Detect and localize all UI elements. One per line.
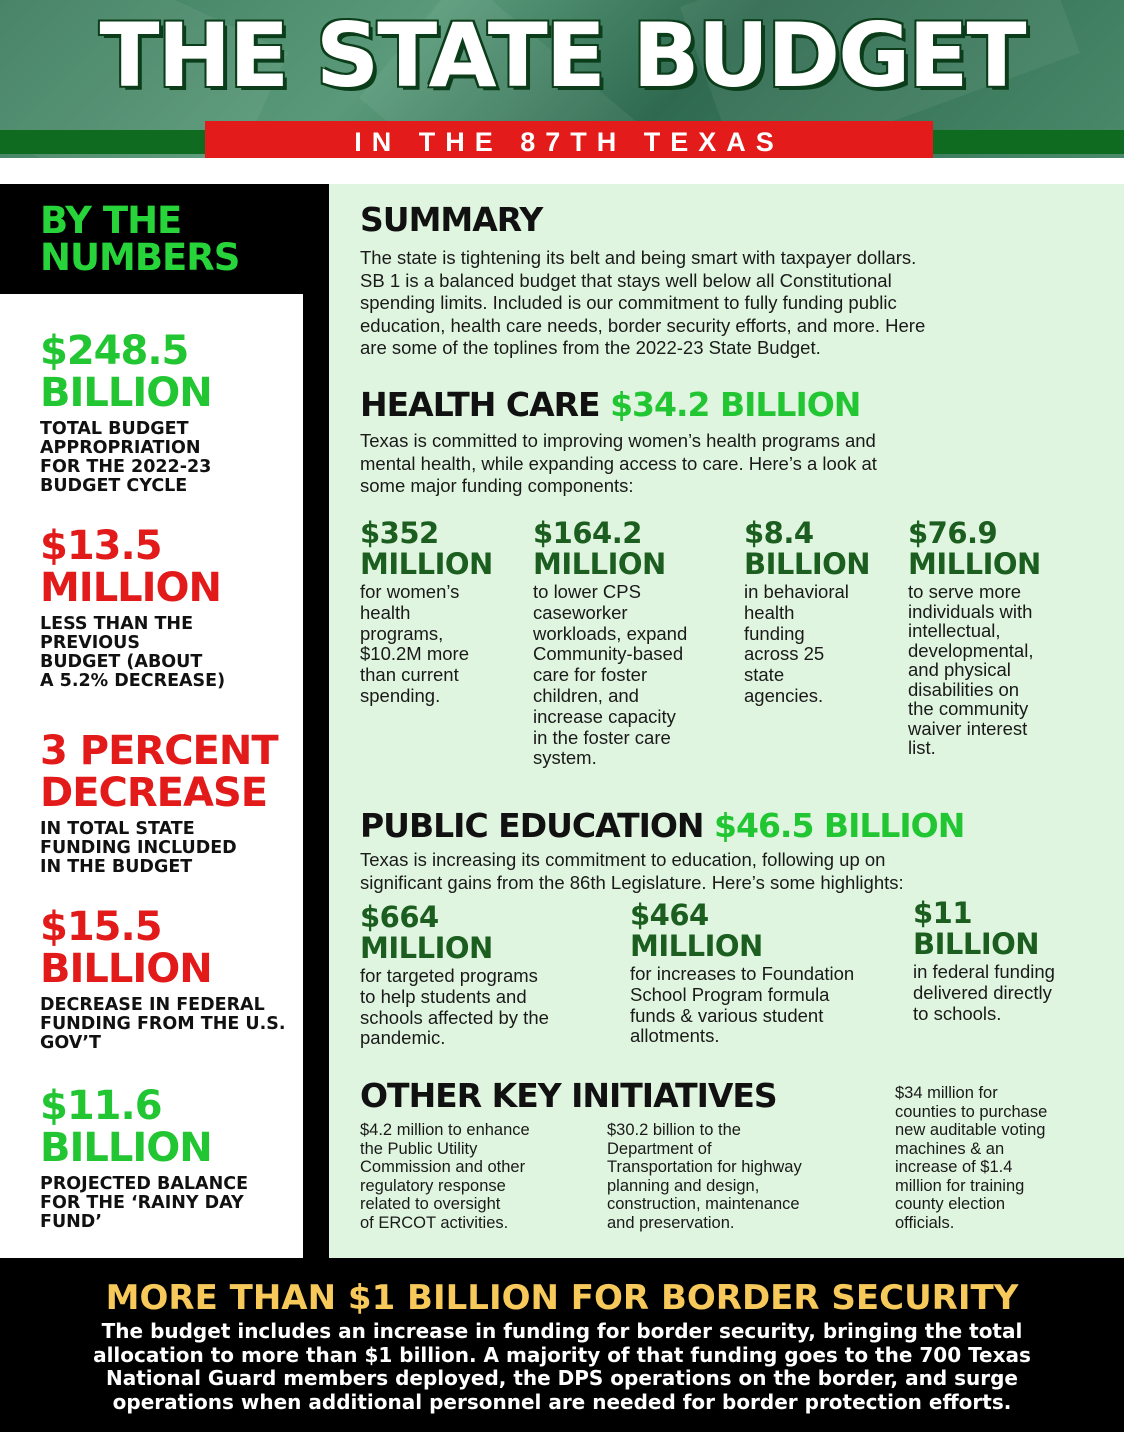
summary-heading: SUMMARY xyxy=(360,200,543,239)
stat-percent-decrease xyxy=(40,730,300,877)
stat-caption-line: IN THE BUDGET xyxy=(40,857,193,877)
section-title: HEALTH CARE xyxy=(360,385,600,424)
desc-line: in federal funding xyxy=(913,961,1055,982)
health-care-intro xyxy=(360,430,1090,498)
health-item xyxy=(744,518,899,707)
health-care-heading xyxy=(360,387,860,423)
intro-line: significant gains from the 86th Legislature. Here’s some highlights: xyxy=(360,871,904,893)
stat-value xyxy=(40,730,300,814)
stat-value-line: $15.5 xyxy=(40,904,162,950)
desc-line: health xyxy=(744,601,795,623)
desc-line: delivered directly xyxy=(913,981,1052,1003)
desc-line: state xyxy=(744,664,785,686)
section-amount: $34.2 BILLION xyxy=(610,385,861,424)
desc-line: $10.2M more xyxy=(360,643,469,665)
desc-line: Transportation for highway xyxy=(607,1158,802,1176)
item-description xyxy=(908,582,1088,758)
item-amount xyxy=(360,518,525,580)
desc-line: increase capacity xyxy=(533,705,676,727)
intro-line: mental health, while expanding access to care. Here’s a look at xyxy=(360,452,877,474)
footer-line: allocation to more than $1 billion. A majority of that funding goes to the 700 Texas xyxy=(93,1342,1031,1367)
stat-caption-line: FUNDING INCLUDED xyxy=(40,838,237,858)
amount-line: $664 xyxy=(360,900,439,934)
desc-line: than current xyxy=(360,664,459,686)
desc-line: in behavioral xyxy=(744,581,849,602)
stat-value-line: $13.5 xyxy=(40,523,162,569)
border-security-heading: MORE THAN $1 BILLION FOR BORDER SECURITY xyxy=(105,1278,1019,1318)
desc-line: counties to purchase xyxy=(895,1102,1048,1121)
page-subtitle: IN THE 87TH TEXAS xyxy=(205,121,933,163)
desc-line: children, and xyxy=(533,684,639,706)
desc-line: Commission and other xyxy=(360,1158,526,1176)
desc-line: to lower CPS xyxy=(533,581,641,602)
item-description xyxy=(360,1121,595,1232)
desc-line: million for training xyxy=(895,1176,1025,1195)
health-item xyxy=(360,518,525,707)
amount-line: MILLION xyxy=(360,547,493,581)
desc-line: construction, maintenance xyxy=(607,1195,800,1213)
stat-caption-line: FUNDING FROM THE U.S. xyxy=(40,1014,286,1034)
stat-caption xyxy=(40,996,300,1053)
sidebar-heading-line: BY THE xyxy=(40,199,182,242)
desc-line: disabilities on xyxy=(908,678,1020,700)
item-amount xyxy=(360,902,620,964)
other-initiatives-heading: OTHER KEY INITIATIVES xyxy=(360,1076,777,1115)
amount-line: MILLION xyxy=(908,547,1041,581)
desc-line: officials. xyxy=(895,1213,955,1232)
desc-line: health xyxy=(360,601,411,623)
stat-caption-line: IN TOTAL STATE xyxy=(40,819,195,839)
desc-line: for increases to Foundation xyxy=(630,963,855,984)
desc-line: Department of xyxy=(607,1139,712,1158)
stat-caption-line: TOTAL BUDGET xyxy=(40,419,189,439)
stat-rainy-day-fund xyxy=(40,1085,300,1232)
stat-value-line: MILLION xyxy=(40,565,222,611)
desc-line: system. xyxy=(533,747,597,769)
footer-line: National Guard members deployed, the DPS operations on the border, and surge xyxy=(105,1366,1018,1390)
stat-value-line: DECREASE xyxy=(40,770,268,816)
stat-caption-line: FUND’ xyxy=(40,1212,102,1232)
desc-line: of ERCOT activities. xyxy=(360,1213,509,1232)
stat-value-line: $11.6 xyxy=(40,1083,162,1129)
summary-text xyxy=(360,247,1090,360)
stat-decrease-previous xyxy=(40,525,300,691)
summary-line: are some of the toplines from the 2022-23 State Budget. xyxy=(360,337,821,358)
education-item xyxy=(630,900,910,1047)
desc-line: care for foster xyxy=(533,664,648,686)
desc-line: planning and design, xyxy=(607,1176,760,1195)
summary-line: SB 1 is a balanced budget that stays well below all Constitutional xyxy=(360,269,892,291)
header-divider xyxy=(0,158,1124,184)
section-amount: $46.5 BILLION xyxy=(714,806,965,845)
amount-line: $76.9 xyxy=(908,516,998,550)
sidebar-heading xyxy=(40,199,240,279)
stat-value-line: $248.5 xyxy=(40,328,189,374)
intro-line: some major funding components: xyxy=(360,475,634,496)
amount-line: $11 xyxy=(913,896,973,930)
desc-line: funding xyxy=(744,622,805,644)
amount-line: $464 xyxy=(630,898,709,932)
stat-caption-line: FOR THE 2022-23 xyxy=(40,457,212,477)
desc-line: pandemic. xyxy=(360,1027,446,1049)
health-item xyxy=(908,518,1088,758)
desc-line: workloads, expand xyxy=(533,622,688,644)
item-description xyxy=(895,1084,1105,1232)
stat-federal-decrease xyxy=(40,906,300,1053)
stat-caption-line: PREVIOUS xyxy=(40,633,141,653)
health-item xyxy=(533,518,738,769)
stat-value xyxy=(40,330,300,414)
initiative-item xyxy=(360,1121,595,1232)
education-item xyxy=(913,898,1103,1024)
desc-line: funds & various student xyxy=(630,1004,824,1026)
sidebar-heading-line: NUMBERS xyxy=(40,236,240,279)
item-amount xyxy=(744,518,899,580)
desc-line: allotments. xyxy=(630,1025,720,1047)
stat-caption-line: DECREASE IN FEDERAL xyxy=(40,995,265,1015)
public-education-intro xyxy=(360,849,1090,894)
item-description xyxy=(533,582,738,769)
desc-line: the Public Utility xyxy=(360,1139,478,1158)
initiative-item xyxy=(895,1084,1105,1232)
stat-total-budget xyxy=(40,330,300,496)
desc-line: caseworker xyxy=(533,601,628,623)
desc-line: for targeted programs xyxy=(360,965,538,986)
desc-line: regulatory response xyxy=(360,1176,506,1195)
amount-line: BILLION xyxy=(913,927,1040,961)
desc-line: spending. xyxy=(360,684,441,706)
amount-line: MILLION xyxy=(360,931,493,965)
amount-line: MILLION xyxy=(630,929,763,963)
stat-caption-line: FOR THE ‘RAINY DAY xyxy=(40,1193,244,1213)
stat-value xyxy=(40,1085,300,1169)
stat-caption-line: LESS THAN THE xyxy=(40,614,194,634)
amount-line: BILLION xyxy=(744,547,871,581)
footer-line: operations when additional personnel are needed for border protection efforts. xyxy=(112,1389,1012,1414)
desc-line: to serve more xyxy=(908,581,1022,602)
item-amount xyxy=(908,518,1088,580)
desc-line: county election xyxy=(895,1195,1006,1213)
item-description xyxy=(360,966,620,1049)
stat-value-line: BILLION xyxy=(40,946,212,992)
desc-line: programs, xyxy=(360,622,444,644)
stat-caption-line: BUDGET CYCLE xyxy=(40,476,188,496)
item-amount xyxy=(533,518,738,580)
stat-value-line: BILLION xyxy=(40,370,212,416)
stat-caption-line: A 5.2% DECREASE) xyxy=(40,671,226,691)
item-amount xyxy=(913,898,1103,960)
border-security-text xyxy=(60,1320,1064,1414)
intro-line: Texas is committed to improving women’s health programs and xyxy=(360,430,876,451)
stat-caption-line: GOV’T xyxy=(40,1033,101,1053)
public-education-heading xyxy=(360,808,964,844)
stat-value-line: BILLION xyxy=(40,1125,212,1171)
stat-value-line: 3 PERCENT xyxy=(40,728,278,774)
stat-caption xyxy=(40,1175,300,1232)
page-title: THE STATE BUDGET xyxy=(99,4,1025,107)
desc-line: schools affected by the xyxy=(360,1006,549,1028)
desc-line: across 25 xyxy=(744,643,825,665)
amount-line: $352 xyxy=(360,516,439,550)
item-description xyxy=(360,582,525,707)
desc-line: individuals with xyxy=(908,600,1033,622)
item-description xyxy=(607,1121,877,1232)
desc-line: the community xyxy=(908,698,1029,719)
desc-line: intellectual, xyxy=(908,620,1001,641)
desc-line: Community-based xyxy=(533,643,684,665)
summary-line: education, health care needs, border security efforts, and more. Here xyxy=(360,314,926,336)
desc-line: to schools. xyxy=(913,1002,1002,1024)
summary-line: The state is tightening its belt and being smart with taxpayer dollars. xyxy=(360,247,917,268)
education-item xyxy=(360,902,620,1049)
intro-line: Texas is increasing its commitment to education, following up on xyxy=(360,849,886,870)
desc-line: related to oversight xyxy=(360,1195,501,1213)
stat-caption xyxy=(40,820,300,877)
desc-line: to help students and xyxy=(360,985,527,1007)
footer-line: The budget includes an increase in funding for border security, bringing the total xyxy=(101,1319,1023,1343)
desc-line: developmental, xyxy=(908,639,1034,661)
desc-line: $4.2 million to enhance xyxy=(360,1121,530,1139)
stat-caption-line: PROJECTED BALANCE xyxy=(40,1174,249,1194)
item-description xyxy=(630,964,910,1047)
desc-line: and physical xyxy=(908,659,1011,680)
stat-value xyxy=(40,525,300,609)
amount-line: MILLION xyxy=(533,547,666,581)
stat-caption xyxy=(40,420,300,496)
desc-line: and preservation. xyxy=(607,1213,735,1232)
desc-line: for women’s xyxy=(360,581,460,602)
desc-line: $30.2 billion to the xyxy=(607,1121,741,1139)
desc-line: list. xyxy=(908,737,936,758)
section-title: PUBLIC EDUCATION xyxy=(360,806,704,845)
item-amount xyxy=(630,900,910,962)
desc-line: School Program formula xyxy=(630,983,830,1005)
summary-line: spending limits. Included is our commitment to fully funding public xyxy=(360,292,897,313)
desc-line: $34 million for xyxy=(895,1084,998,1102)
item-description xyxy=(913,962,1103,1024)
desc-line: machines & an xyxy=(895,1139,1005,1158)
desc-line: increase of $1.4 xyxy=(895,1158,1013,1176)
desc-line: agencies. xyxy=(744,684,824,706)
initiative-item xyxy=(607,1121,877,1232)
desc-line: new auditable voting xyxy=(895,1121,1046,1139)
stat-value xyxy=(40,906,300,990)
desc-line: waiver interest xyxy=(908,717,1028,739)
item-description xyxy=(744,582,899,707)
amount-line: $8.4 xyxy=(744,516,814,550)
amount-line: $164.2 xyxy=(533,516,642,550)
stat-caption xyxy=(40,615,300,691)
stat-caption-line: BUDGET (ABOUT xyxy=(40,652,203,672)
stat-caption-line: APPROPRIATION xyxy=(40,438,201,458)
desc-line: in the foster care xyxy=(533,726,671,748)
